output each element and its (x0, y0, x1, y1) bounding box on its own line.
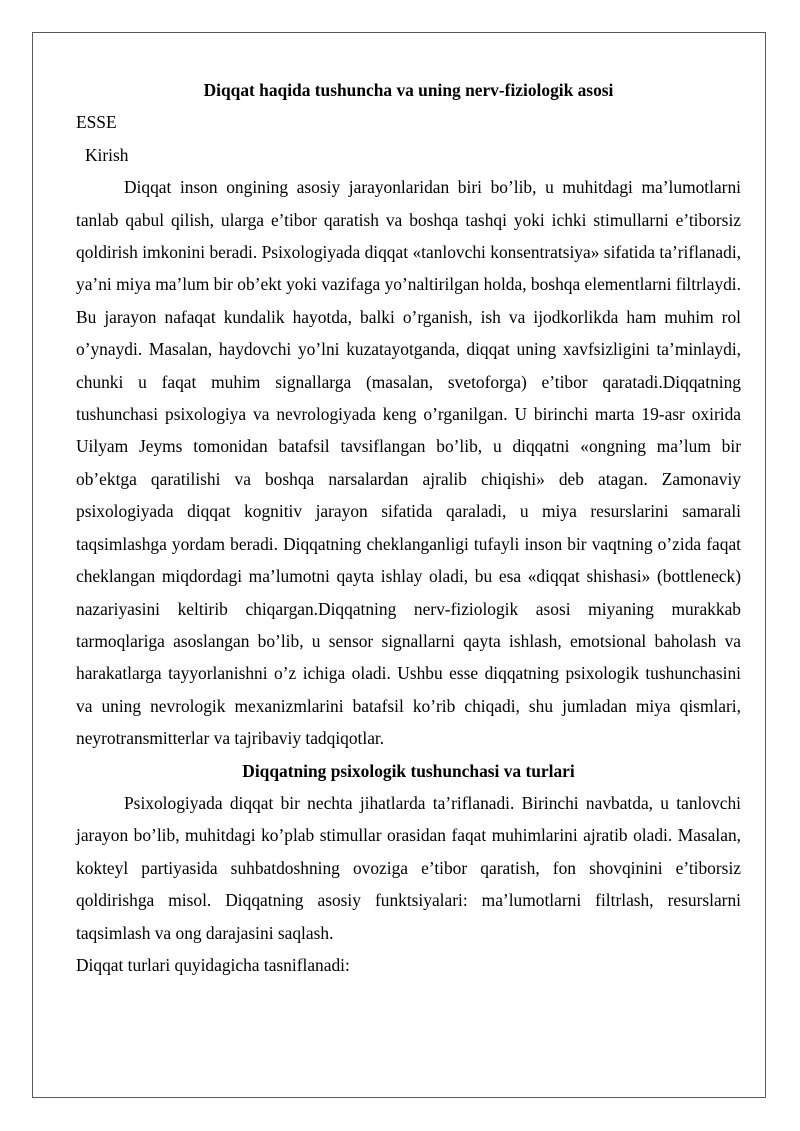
intro-paragraph: Diqqat inson ongining asosiy jarayonlaridan biri bo’lib, u muhitdagi ma’lumotlarni tanlab qabul qilish, ularga e’tibor qaratish va boshqa tashqi yoki ichki stimullarni e’tiborsiz qoldirish imkonini beradi. Psixologiyada diqqat «tanlovchi konsentratsiya» sifatida ta’riflanadi, ya’ni miya ma’lum bir ob’ekt yoki vazifaga yo’naltirilgan holda, boshqa elementlarni filtrlaydi. Bu jarayon nafaqat kundalik hayotda, balki o’rganish, ish va ijodkorlikda ham muhim rol o’ynaydi. Masalan, haydovchi yo’lni kuzatayotganda, diqqat uning xavfsizligini ta’minlaydi, chunki u faqat muhim signallarga (masalan, svetoforga) e’tibor qaratadi.Diqqatning tushunchasi psixologiya va nevrologiyada keng o’rganilgan. U birinchi marta 19-asr oxirida Uilyam Jeyms tomonidan batafsil tavsiflangan bo’lib, u diqqatni «ongning ma’lum bir ob’ektga qaratilishi va boshqa narsalardan ajralib chiqishi» deb atagan. Zamonaviy psixologiyada diqqat kognitiv jarayon sifatida qaraladi, u miya resurslarini samarali taqsimlashga yordam beradi. Diqqatning cheklanganligi tufayli inson bir vaqtning o’zida faqat cheklangan miqdordagi ma’lumotni qayta ishlay oladi, bu esa «diqqat shishasi» (bottleneck) nazariyasini keltirib chiqargan.Diqqatning nerv-fiziologik asosi miyaning murakkab tarmoqlariga asoslangan bo’lib, u sensor signallarni qayta ishlash, emotsional baholash va harakatlarga tayyorlanishni o’z ichiga oladi. Ushbu esse diqqatning psixologik tushunchasini va uning nevrologik mexanizmlarini batafsil ko’rib chiqadi, shu jumladan miya qismlari, neyrotransmitterlar va tajribaviy tadqiqotlar. (76, 177, 741, 749)
intro-heading: Kirish (85, 144, 129, 165)
document-title: Diqqat haqida tushuncha va uning nerv-fiziologik asosi (203, 80, 614, 100)
document-body (76, 74, 741, 981)
genre-label: ESSE (76, 112, 117, 133)
section-heading: Diqqatning psixologik tushunchasi va turlari (242, 760, 575, 781)
types-intro: Diqqat turlari quyidagicha tasniflanadi: (76, 954, 350, 975)
section-paragraph: Psixologiyada diqqat bir nechta jihatlarda ta’riflanadi. Birinchi navbatda, u tanlovchi jarayon bo’lib, muhitdagi ko’plab stimullar orasidan faqat muhimlarini ajratib oladi. Masalan, kokteyl partiyasida suhbatdoshning ovoziga e’tibor qaratish, fon shovqinini e’tiborsiz qoldirishga misol. Diqqatning asosiy funktsiyalari: ma’lumotlarni filtrlash, resurslarni taqsimlash va ong darajasini saqlash. (76, 792, 741, 943)
